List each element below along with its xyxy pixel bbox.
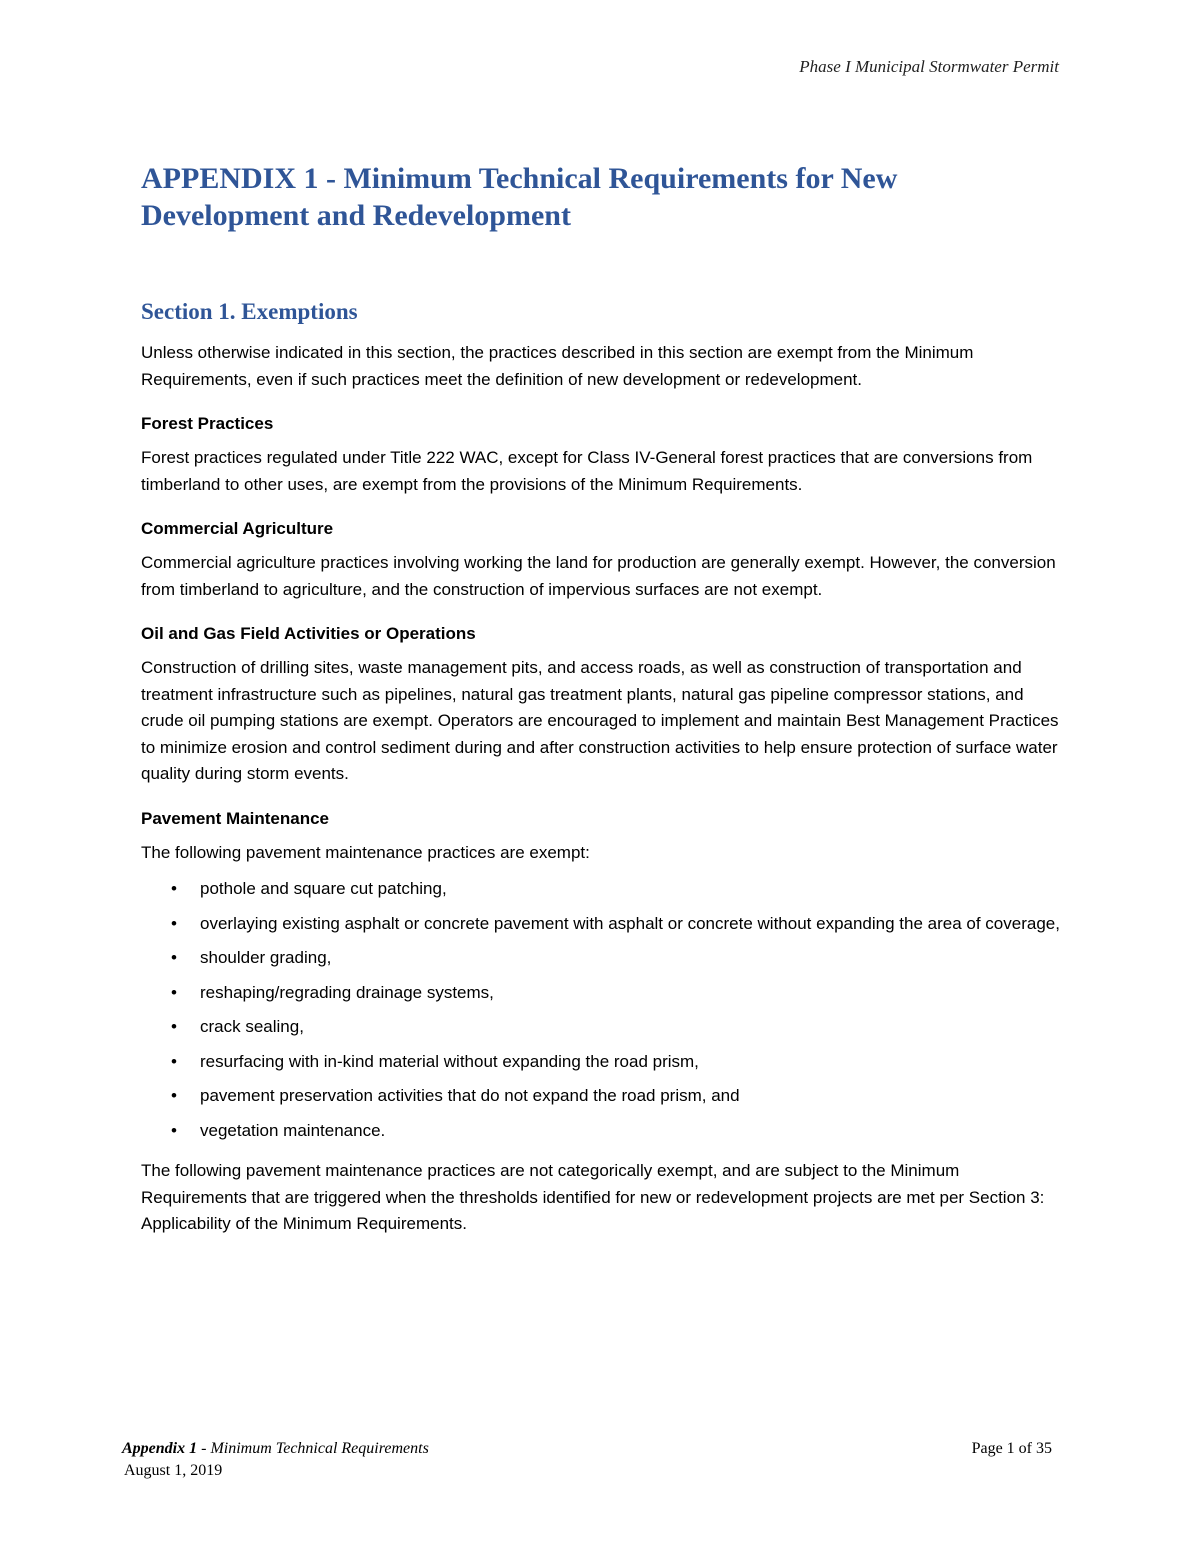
list-item [141,1083,1061,1110]
pavement-intro: The following pavement maintenance practices are exempt: [141,842,590,862]
bullet-icon: • [171,1086,177,1105]
section-heading: Section 1. Exemptions [141,299,358,324]
footer-appendix-subtitle: - Minimum Technical Requirements [197,1440,429,1457]
list-item-text: shoulder grading, [200,948,332,967]
bullet-icon: • [171,913,177,933]
bullet-icon: • [171,948,177,967]
list-item [141,911,1061,938]
agriculture-heading: Commercial Agriculture [141,519,334,538]
list-item-text: pothole and square cut patching, [200,879,447,898]
bullet-icon: • [171,1051,177,1071]
footer-date: August 1, 2019 [124,1462,223,1479]
section-intro: Unless otherwise indicated in this section, the practices described in this section are exempt from the Minimum Requirements, even if such practices meet the definition of new development or redevelopment. [141,343,974,389]
list-item-text: crack sealing, [200,1017,304,1036]
list-item [141,876,1061,903]
bullet-icon: • [171,879,177,898]
list-item [141,1014,1061,1041]
running-header: Phase I Municipal Stormwater Permit [799,57,1059,76]
list-item-text: pavement preservation activities that do not expand the road prism, and [200,1086,740,1105]
list-item-text: overlaying existing asphalt or concrete pavement with asphalt or concrete without expanding the area of coverage, [200,913,1060,933]
list-item [141,980,1061,1007]
bullet-icon: • [171,1017,177,1036]
list-item-text: vegetation maintenance. [200,1120,386,1140]
footer-appendix-label [122,1438,429,1460]
list-item [141,945,1061,972]
pavement-exempt-list [141,876,1061,1144]
bullet-icon: • [171,982,177,1002]
oil-gas-heading: Oil and Gas Field Activities or Operations [141,624,476,643]
appendix-title: APPENDIX 1 - Minimum Technical Requirements for New Development and Redevelopment [141,162,898,232]
oil-gas-paragraph: Construction of drilling sites, waste management pits, and access roads, as well as construction of transportation and treatment infrastructure such as pipelines, natural gas treatment plants, natural gas pipeline compressor stations, and crude oil pumping stations are exempt. Operators are encouraged to implement and maintain Best Management Practices to minimize erosion and control sediment during and after construction activities to help ensure protection of surface water quality during storm events. [141,658,1059,783]
list-item [141,1118,1061,1145]
pavement-heading: Pavement Maintenance [141,808,330,828]
forest-heading: Forest Practices [141,414,274,433]
agriculture-paragraph: Commercial agriculture practices involving working the land for production are generally exempt. However, the conversion from timberland to agriculture, and the construction of impervious surfaces are not exempt. [141,553,1056,599]
forest-paragraph: Forest practices regulated under Title 222 WAC, except for Class IV-General forest practices that are conversions from timberland to other uses, are exempt from the provisions of the Minimum Requirements. [141,448,1033,494]
page-number: Page 1 of 35 [971,1440,1052,1457]
bullet-icon: • [171,1120,177,1140]
list-item [141,1049,1061,1076]
document-body [141,160,1061,1238]
footer-appendix-number: Appendix 1 [122,1440,198,1457]
pavement-closing-paragraph: The following pavement maintenance practices are not categorically exempt, and are subject to the Minimum Requirements that are triggered when the thresholds identified for new or redevelopment projects are met per Section 3: Applicability of the Minimum Requirements. [141,1161,1045,1233]
list-item-text: reshaping/regrading drainage systems, [200,982,494,1002]
list-item-text: resurfacing with in-kind material without expanding the road prism, [200,1051,699,1071]
